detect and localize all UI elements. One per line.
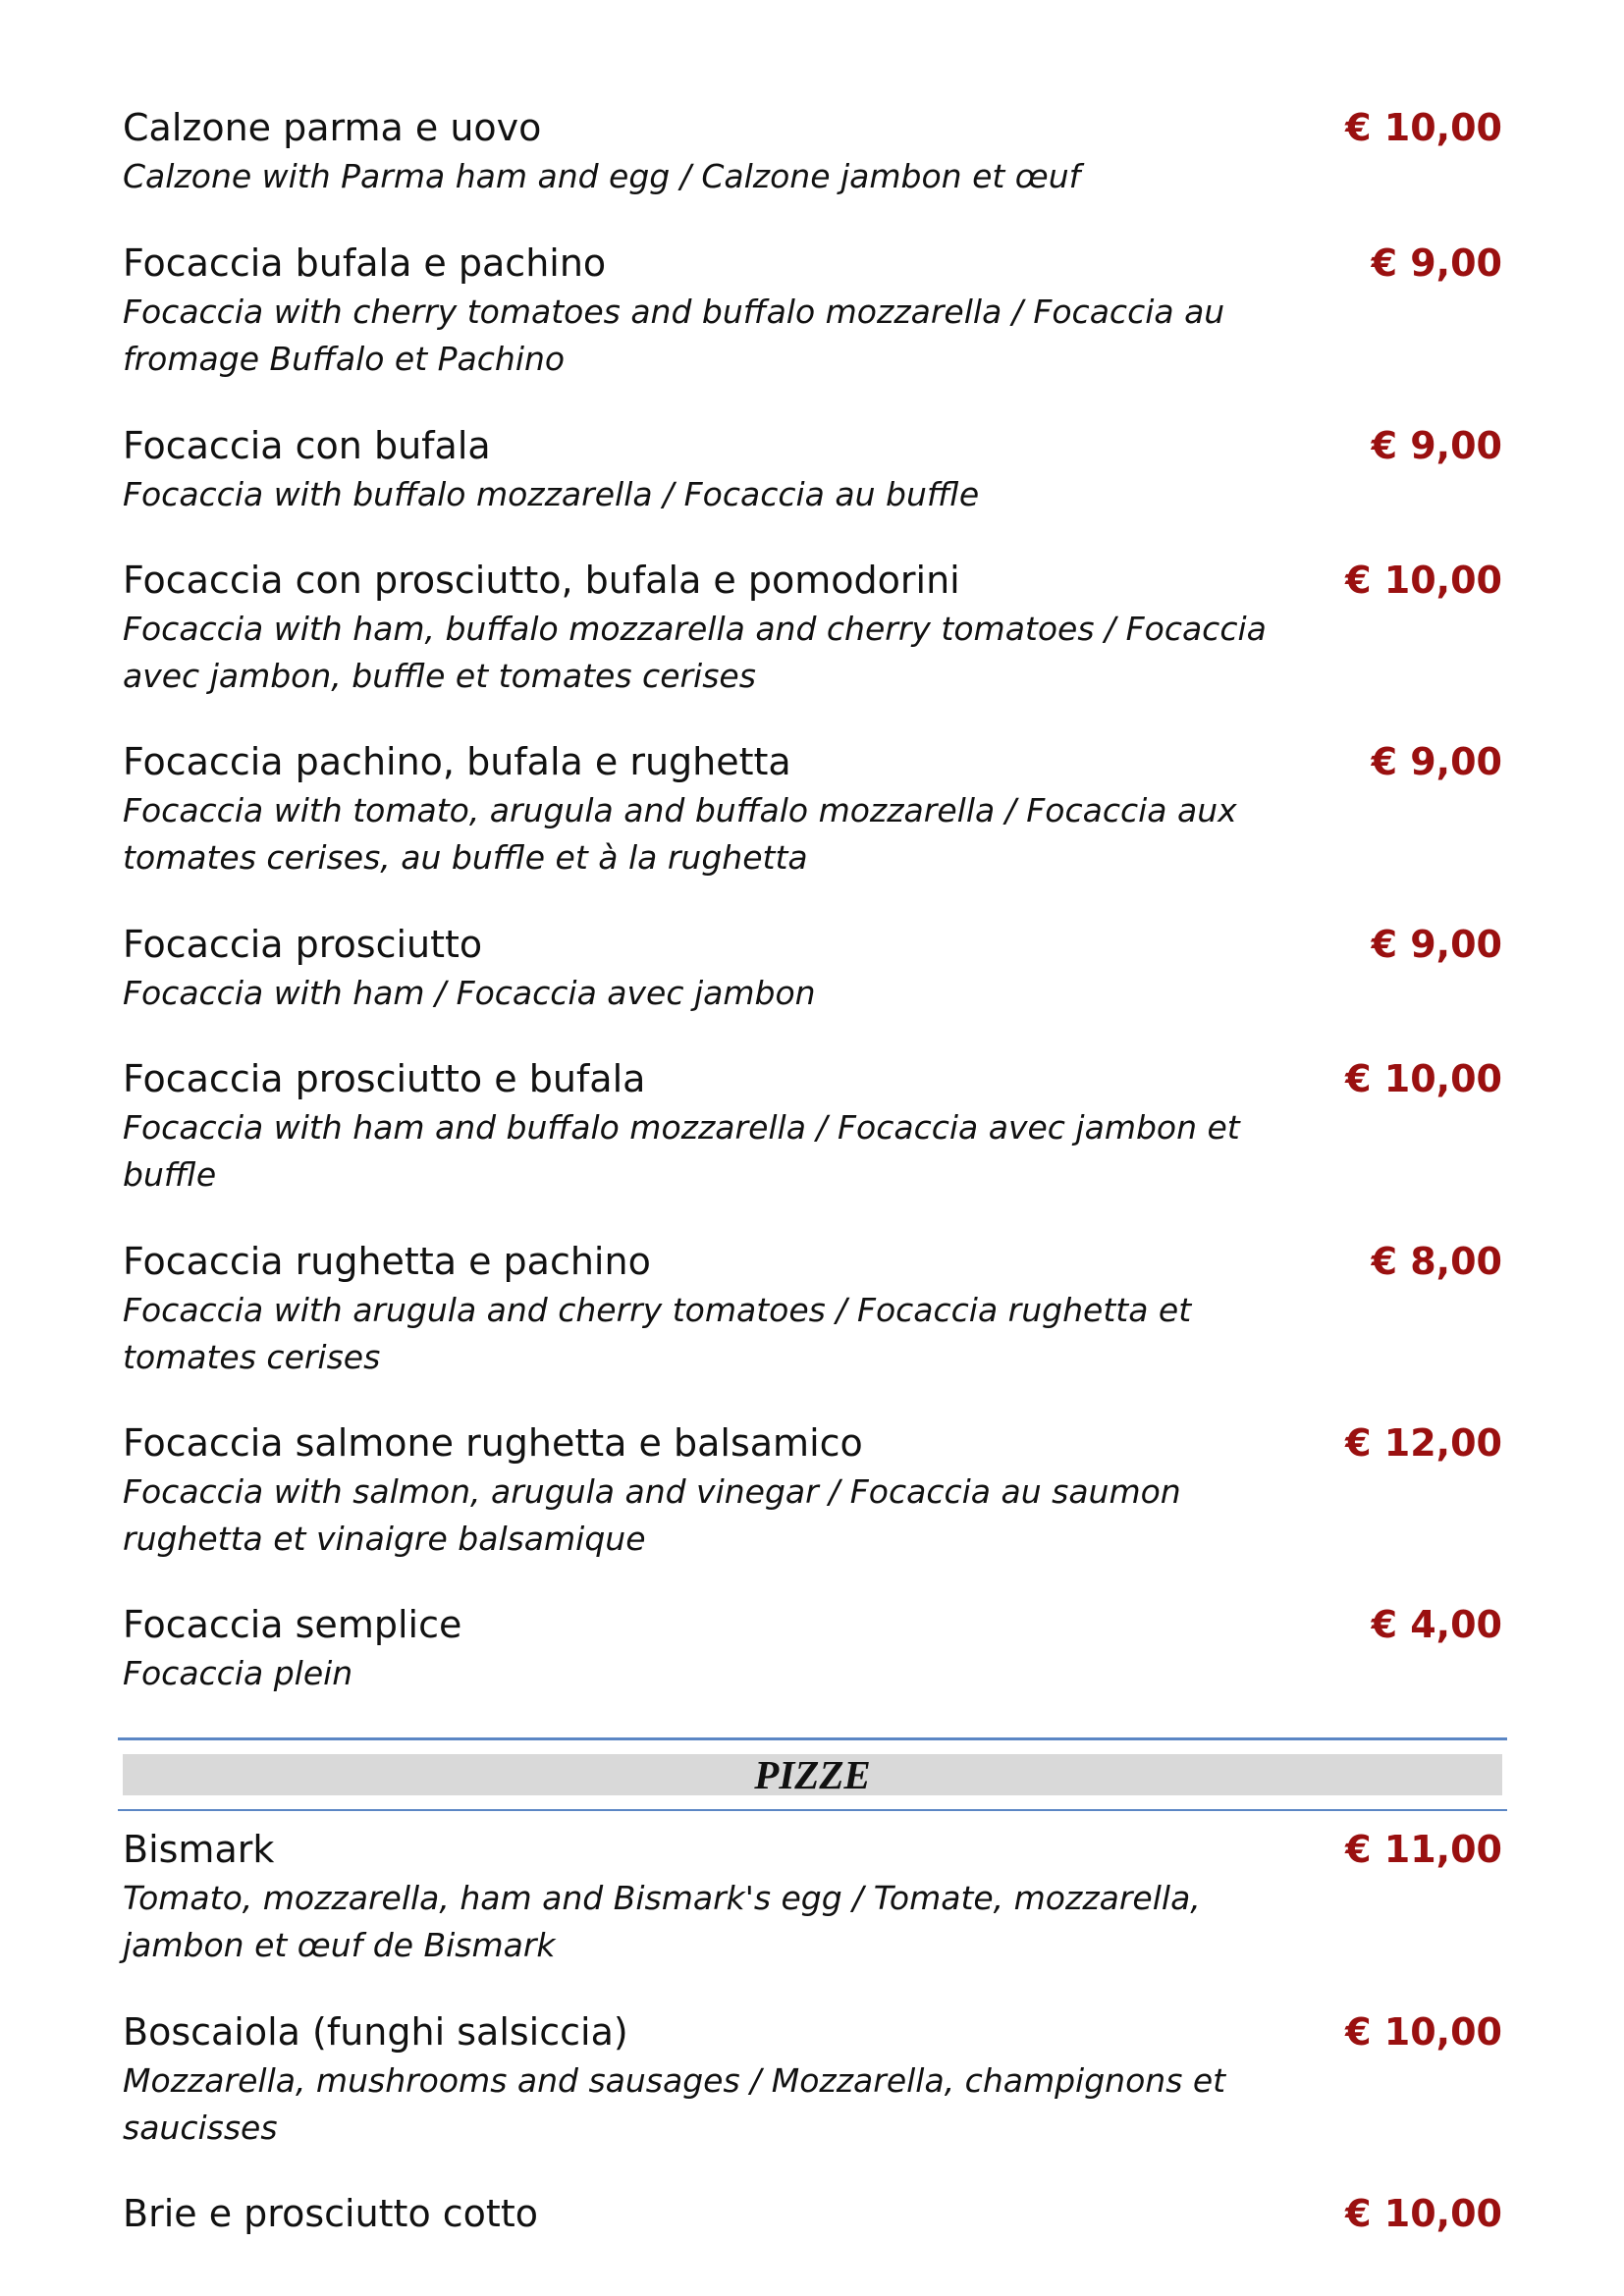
section-title: PIZZE [754,1752,871,1797]
item-description: Mozzarella, mushrooms and sausages / Mozzarella, champignons et saucisses [123,2061,1226,2147]
item-price: € 10,00 [1345,2010,1502,2054]
item-price: € 9,00 [1371,241,1502,285]
item-price: € 4,00 [1371,1603,1502,1646]
item-name: Focaccia prosciutto [123,923,483,966]
item-name: Focaccia con prosciutto, bufala e pomodorini [123,559,960,602]
item-price: € 9,00 [1371,424,1502,467]
section-divider [118,1737,1507,1740]
item-price: € 8,00 [1371,1240,1502,1283]
item-name: Boscaiola (funghi salsiccia) [123,2010,628,2054]
item-description: Focaccia with arugula and cherry tomatoes / Focaccia rughetta et tomates cerises [123,1291,1192,1376]
section-divider [118,1809,1507,1811]
item-name: Focaccia salmone rughetta e balsamico [123,1421,863,1465]
item-name: Focaccia pachino, bufala e rughetta [123,740,791,783]
item-price: € 10,00 [1345,1057,1502,1100]
item-description: Calzone with Parma ham and egg / Calzone jambon et œuf [123,157,1081,195]
item-description: Focaccia with salmon, arugula and vinegar / Focaccia au saumon rughetta et vinaigre balsamique [123,1472,1181,1558]
section-header-pizze [118,1737,1507,1812]
item-name: Focaccia prosciutto e bufala [123,1057,646,1100]
item-name: Focaccia semplice [123,1603,462,1646]
item-name: Bismark [123,1828,275,1871]
item-price: € 9,00 [1371,923,1502,966]
item-price: € 9,00 [1371,740,1502,783]
item-name: Focaccia bufala e pachino [123,241,607,285]
item-name: Brie e prosciutto cotto [123,2192,538,2235]
item-description: Focaccia plein [123,1654,353,1692]
item-name: Calzone parma e uovo [123,106,542,149]
item-price: € 11,00 [1345,1828,1502,1871]
item-description: Focaccia with ham and buffalo mozzarella / Focaccia avec jambon et buffle [123,1108,1240,1194]
item-description: Focaccia with ham / Focaccia avec jambon [123,974,816,1012]
item-description: Focaccia with ham, buffalo mozzarella and cherry tomatoes / Focaccia avec jambon, buffle et tomates cerises [123,610,1267,695]
item-name: Focaccia con bufala [123,424,491,467]
item-description: Focaccia with cherry tomatoes and buffalo mozzarella / Focaccia au fromage Buffalo et Pachino [123,293,1225,378]
item-description: Focaccia with tomato, arugula and buffalo mozzarella / Focaccia aux tomates cerises, au buffle et à la rughetta [123,791,1237,877]
item-price: € 10,00 [1345,2192,1502,2235]
item-description: Focaccia with buffalo mozzarella / Focaccia au buffle [123,475,980,513]
item-name: Focaccia rughetta e pachino [123,1240,651,1283]
item-price: € 10,00 [1345,559,1502,602]
item-description: Tomato, mozzarella, ham and Bismark's egg / Tomate, mozzarella, jambon et œuf de Bismark [123,1879,1201,1964]
item-price: € 10,00 [1345,106,1502,149]
section-band [123,1754,1502,1795]
item-price: € 12,00 [1345,1421,1502,1465]
